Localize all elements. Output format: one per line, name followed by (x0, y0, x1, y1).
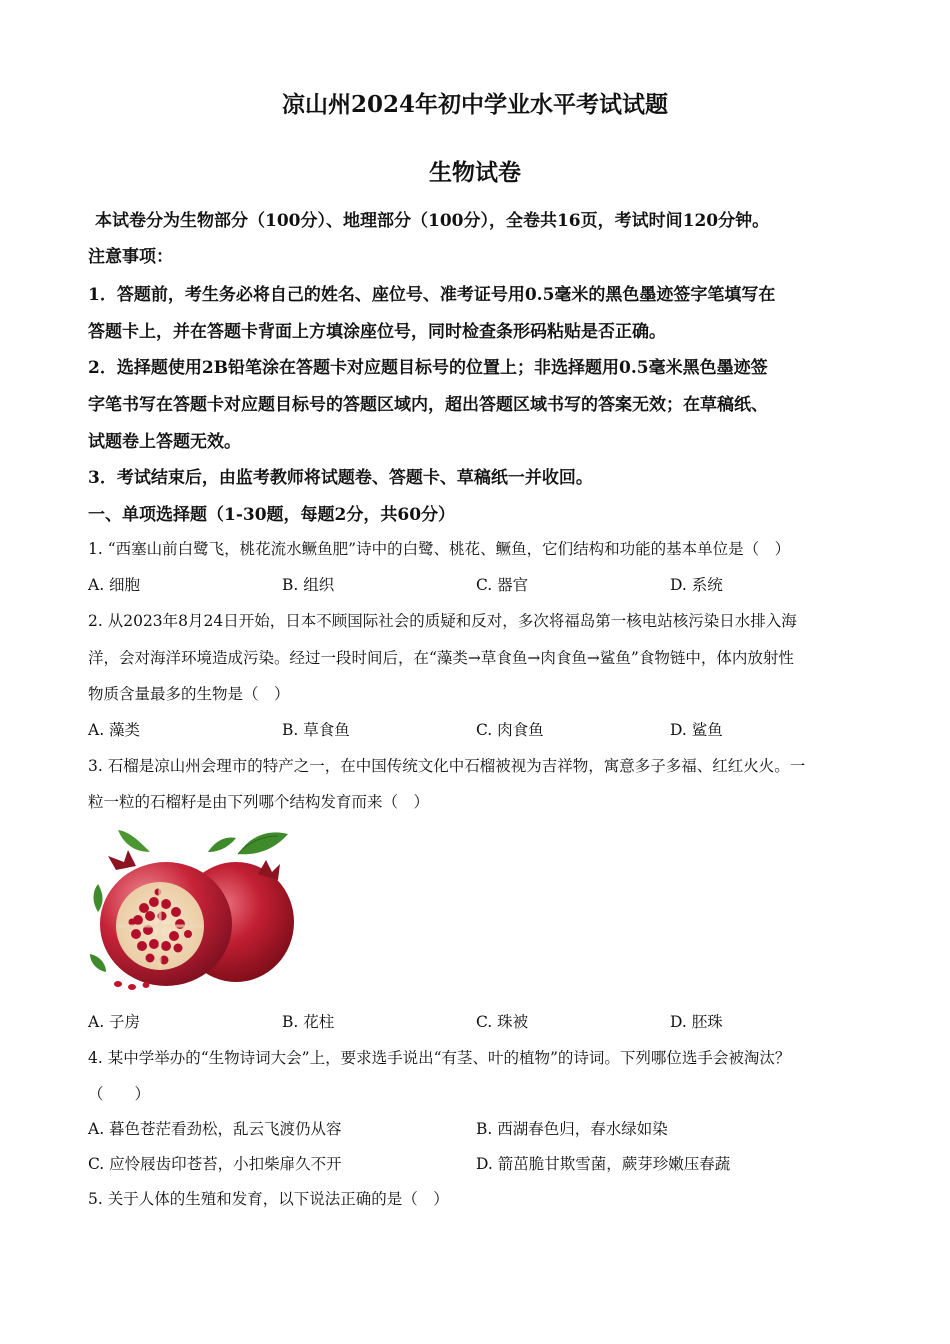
question-3-option-d: D. 胚珠 (670, 1013, 723, 1031)
question-1-option-c: C. 器官 (476, 576, 529, 594)
question-2-stem-line-3: 物质含量最多的生物是（ ） (88, 685, 290, 703)
question-2-stem-line-1: 2. 从2023年8月24日开始，日本不顾国际社会的质疑和反对，多次将福岛第一核电站核污染日水排入海 (88, 612, 797, 630)
question-3-option-b: B. 花柱 (282, 1013, 335, 1031)
notice-item-2-line-1: 2．选择题使用2B铅笔涂在答题卡对应题目标号的位置上；非选择题用0.5毫米黑色墨迹签 (88, 358, 768, 378)
question-2-option-d: D. 鲨鱼 (670, 721, 723, 739)
question-1-stem: 1. “西塞山前白鹭飞，桃花流水鳜鱼肥”诗中的白鹭、桃花、鳜鱼，它们结构和功能的基本单位是（ ） (88, 540, 791, 558)
intro-text: 本试卷分为生物部分（100分）、地理部分（100分），全卷共16页，考试时间120分钟。 (95, 211, 770, 231)
exam-title: 凉山州2024年初中学业水平考试试题 (281, 91, 668, 118)
question-3-option-c: C. 珠被 (476, 1013, 529, 1031)
exam-subtitle: 生物试卷 (429, 159, 521, 186)
notice-item-3: 3．考试结束后，由监考教师将试题卷、答题卡、草稿纸一并收回。 (88, 468, 593, 488)
question-4-option-a: A. 暮色苍茫看劲松，乱云飞渡仍从容 (88, 1120, 342, 1138)
question-2-option-c: C. 肉食鱼 (476, 721, 544, 739)
question-1-option-d: D. 系统 (670, 576, 723, 594)
question-4-stem-line-1: 4. 某中学举办的“生物诗词大会”上，要求选手说出“有茎、叶的植物”的诗词。下列哪位选手会被淘汰？ (88, 1049, 791, 1067)
question-4-stem-line-2: （ ） (88, 1085, 151, 1103)
question-2-option-a: A. 藻类 (88, 721, 141, 739)
question-1-option-b: B. 组织 (282, 576, 335, 594)
notice-item-1-line-2: 答题卡上，并在答题卡背面上方填涂座位号，同时检查条形码粘贴是否正确。 (88, 322, 666, 342)
question-3-stem-line-2: 粒一粒的石榴籽是由下列哪个结构发育而来（ ） (88, 793, 430, 811)
question-2-stem-line-2: 洋，会对海洋环境造成污染。经过一段时间后，在“藻类→草食鱼→肉食鱼→鲨鱼”食物链中，体内放射性 (88, 649, 794, 667)
pomegranate-image (88, 822, 298, 994)
question-4-option-b: B. 西湖春色归，春水绿如染 (476, 1120, 668, 1138)
question-1-option-a: A. 细胞 (88, 576, 141, 594)
notice-heading: 注意事项： (88, 247, 173, 267)
question-5-stem: 5. 关于人体的生殖和发育，以下说法正确的是（ ） (88, 1190, 449, 1208)
notice-item-2-line-2: 字笔书写在答题卡对应题目标号的答题区域内，超出答题区域书写的答案无效；在草稿纸、 (88, 395, 768, 415)
question-4-option-d: D. 箭茁脆甘欺雪菌，蕨芽珍嫩压春蔬 (476, 1155, 731, 1173)
question-3-stem-line-1: 3. 石榴是凉山州会理市的特产之一，在中国传统文化中石榴被视为吉祥物，寓意多子多福、红红火火。一 (88, 757, 806, 775)
notice-item-2-line-3: 试题卷上答题无效。 (88, 432, 241, 452)
section-heading: 一、单项选择题（1-30题，每题2分，共60分） (88, 505, 456, 525)
question-2-option-b: B. 草食鱼 (282, 721, 350, 739)
question-3-option-a: A. 子房 (88, 1013, 141, 1031)
question-4-option-c: C. 应怜屐齿印苍苔，小扣柴扉久不开 (88, 1155, 342, 1173)
notice-item-1-line-1: 1．答题前，考生务必将自己的姓名、座位号、准考证号用0.5毫米的黑色墨迹签字笔填写在 (88, 285, 776, 305)
